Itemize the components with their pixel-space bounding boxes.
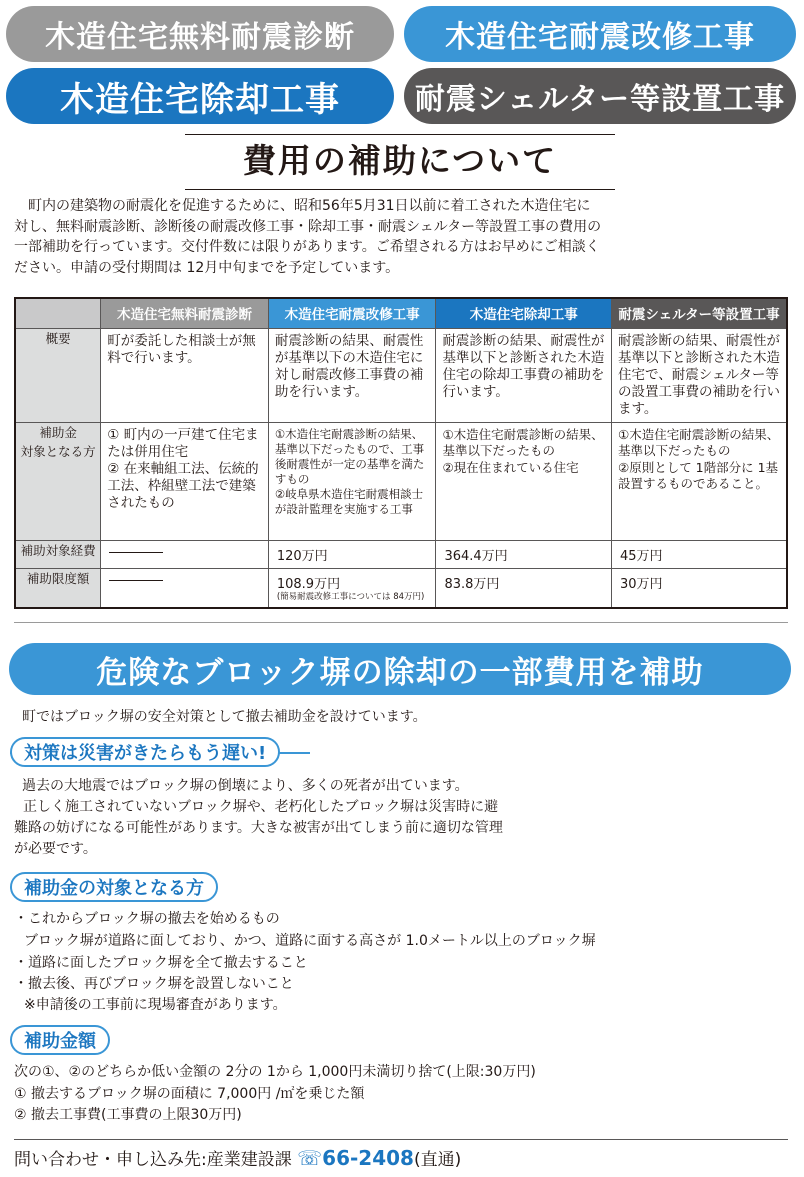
contact-label: 問い合わせ・申し込み先:産業建設課 xyxy=(14,1150,292,1170)
target-shelter xyxy=(611,422,787,540)
target-shelter-item2: ②原則として 1階部分に 1基設置するものであること。 xyxy=(617,459,779,491)
limit-retrofit-value: 108.9万円 xyxy=(276,576,341,592)
pill-shelter-installation: 耐震シェルター等設置工事 xyxy=(404,68,796,124)
eligible-bullet1-detail: ブロック塀が道路に面しており、かつ、道路に面する高さが 1.0メートル以上のブロック塀 xyxy=(24,933,596,949)
contact-line xyxy=(14,1145,461,1170)
overview-demolition: 耐震診断の結果、耐震性が基準以下と診断された木造住宅の除却工事費の補助を行います。 xyxy=(436,328,612,422)
target-diagnosis xyxy=(101,422,269,540)
contact-direct: (直通) xyxy=(413,1150,462,1170)
too-late-line2: 正しく施工されていないブロック塀や、老朽化したブロック塀は災害時に避難路の妨げになる可能性があります。大きな被害が出てしまう前に適切な管理が必要です。 xyxy=(14,799,503,857)
subhead-too-late: 対策は災害がきたらもう遅い! xyxy=(10,737,280,767)
table-header-shelter: 耐震シェルター等設置工事 xyxy=(611,298,787,328)
page-title: 費用の補助について xyxy=(242,141,558,180)
dash-mark xyxy=(109,552,163,553)
target-retrofit xyxy=(268,422,436,540)
limit-retrofit-note: (簡易耐震改修工事については 84万円) xyxy=(276,591,425,602)
subhead-eligible: 補助金の対象となる方 xyxy=(10,872,218,902)
cost-diagnosis xyxy=(101,540,269,568)
eligible-bullet1: ・これからブロック塀の撤去を始めるもの xyxy=(14,911,280,927)
limit-retrofit xyxy=(268,568,436,608)
overview-diagnosis: 町が委託した相談士が無料で行います。 xyxy=(101,328,269,422)
pill-demolition-work: 木造住宅除却工事 xyxy=(6,68,394,124)
eligible-bullet3: ・撤去後、再びブロック塀を設置しないこと xyxy=(14,976,294,992)
table-row xyxy=(15,540,787,568)
eligible-note: ※申請後の工事前に現場審査があります。 xyxy=(24,997,287,1013)
amount-line1: 次の①、②のどちらか低い金額の 2分の 1から 1,000円未満切り捨て(上限:30万円) xyxy=(14,1064,536,1080)
target-retrofit-item2: ②岐阜県木造住宅耐震相談士が設計監理を実施する工事 xyxy=(274,486,424,516)
target-demolition-item1: ①木造住宅耐震診断の結果、基準以下だったもの xyxy=(442,426,604,458)
row-label-overview: 概要 xyxy=(15,328,101,422)
table-header-retrofit: 木造住宅耐震改修工事 xyxy=(268,298,436,328)
table-row xyxy=(15,328,787,422)
table-row xyxy=(15,422,787,540)
overview-retrofit: 耐震診断の結果、耐震性が基準以下の木造住宅に対し耐震改修工事費の補助を行います。 xyxy=(268,328,436,422)
cost-demolition: 364.4万円 xyxy=(436,540,612,568)
target-diagnosis-item2: ② 在来軸組工法、伝統的工法、枠組壁工法で建築されたもの xyxy=(107,460,259,511)
limit-shelter: 30万円 xyxy=(611,568,787,608)
subsidy-table xyxy=(14,297,788,609)
target-demolition xyxy=(436,422,612,540)
target-demolition-item2: ②現在住まれている住宅 xyxy=(442,459,579,475)
row-label-target xyxy=(15,422,101,540)
limit-demolition: 83.8万円 xyxy=(436,568,612,608)
table-header-demolition: 木造住宅除却工事 xyxy=(436,298,612,328)
row-label-cost: 補助対象経費 xyxy=(15,540,101,568)
pill-retrofit-work: 木造住宅耐震改修工事 xyxy=(404,6,796,62)
too-late-line1: 過去の大地震ではブロック塀の倒壊により、多くの死者が出ています。 xyxy=(22,778,469,794)
intro-paragraph: 町内の建築物の耐震化を促進するために、昭和56年5月31日以前に着工された木造住宅に対し、無料耐震診断、診断後の耐震改修工事・除却工事・耐震シェルター等設置工事の費用の一部補助を行っています。交付件数には限りがあります。ご希望される方はお早めにご相談ください。申請の受付期間は 12月中旬までを予定しています。 xyxy=(14,198,602,276)
amount-line2: ① 撤去するブロック塀の面積に 7,000円 /㎡を乗じた額 xyxy=(14,1086,365,1102)
heading-frame xyxy=(185,134,615,190)
block-wall-banner: 危険なブロック塀の除却の一部費用を補助 xyxy=(9,643,791,695)
eligible-bullet2: ・道路に面したブロック塀を全て撤去すること xyxy=(14,955,308,971)
row-label-limit: 補助限度額 xyxy=(15,568,101,608)
target-retrofit-item1: ①木造住宅耐震診断の結果、基準以下だったもので、工事後耐震性が一定の基準を満たすもの xyxy=(274,426,425,486)
table-row xyxy=(15,568,787,608)
target-shelter-item1: ①木造住宅耐震診断の結果、基準以下だったもの xyxy=(617,426,780,458)
table-header-blank xyxy=(15,298,101,328)
amount-line3: ② 撤去工事費(工事費の上限30万円) xyxy=(14,1107,242,1123)
contact-phone[interactable]: 66-2408 xyxy=(322,1146,414,1170)
row-label-target-line2: 対象となる方 xyxy=(20,443,96,459)
section-divider xyxy=(14,622,788,623)
dash-mark xyxy=(109,580,163,581)
pill-free-diagnosis: 木造住宅無料耐震診断 xyxy=(6,6,394,62)
subhead-amount: 補助金額 xyxy=(10,1025,110,1055)
cost-retrofit: 120万円 xyxy=(268,540,436,568)
limit-diagnosis xyxy=(101,568,269,608)
row-label-target-line1: 補助金 xyxy=(39,424,77,440)
table-header-row xyxy=(15,298,787,328)
phone-icon: ☏ xyxy=(297,1146,323,1170)
footer-divider xyxy=(14,1139,788,1140)
block-wall-intro: 町ではブロック塀の安全対策として撤去補助金を設けています。 xyxy=(22,709,427,725)
table-header-diagnosis: 木造住宅無料耐震診断 xyxy=(101,298,269,328)
overview-shelter: 耐震診断の結果、耐震性が基準以下と診断された木造住宅で、耐震シェルター等の設置工事費の補助を行います。 xyxy=(611,328,787,422)
cost-shelter: 45万円 xyxy=(611,540,787,568)
target-diagnosis-item1: ① 町内の一戸建て住宅または併用住宅 xyxy=(107,426,259,460)
